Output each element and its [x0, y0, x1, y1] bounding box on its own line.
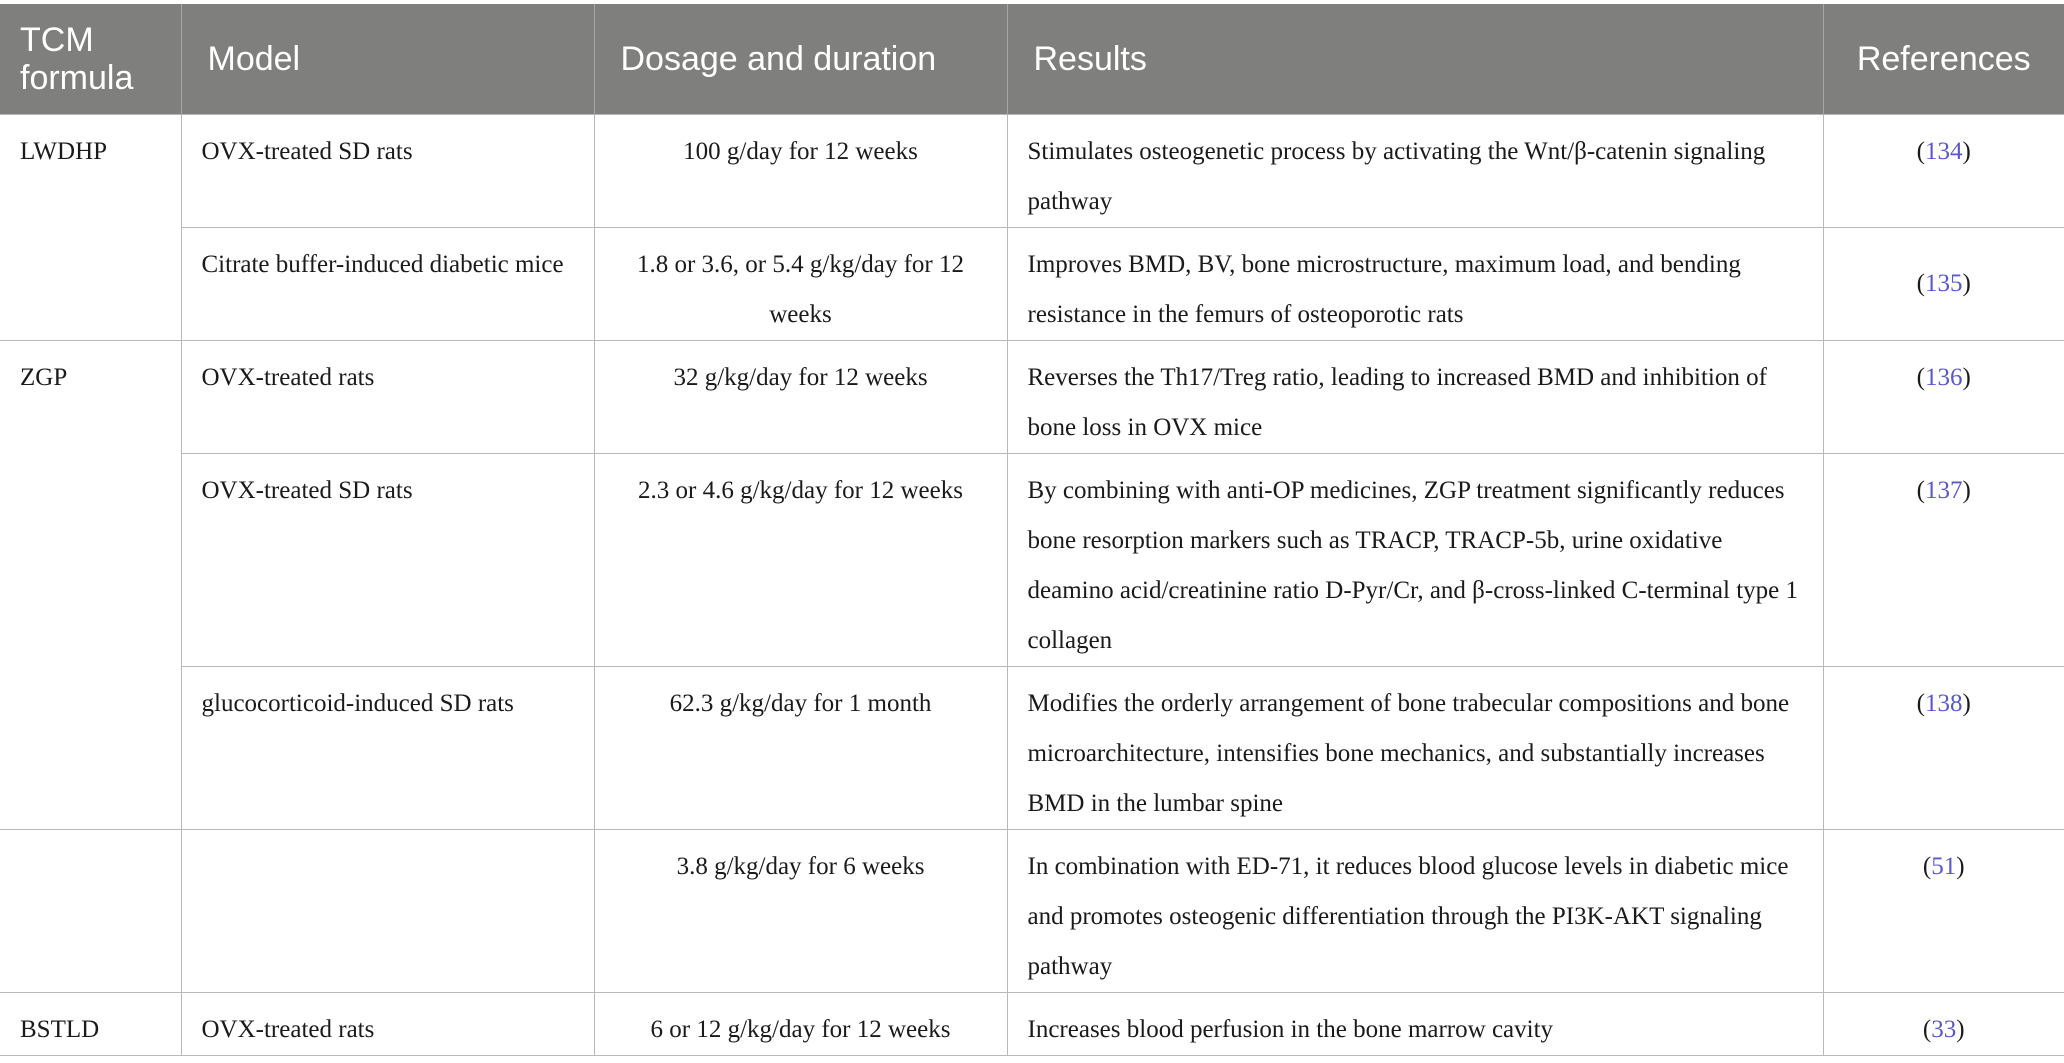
dosage-cell: 1.8 or 3.6, or 5.4 g/kg/day for 12 weeks [594, 227, 1007, 340]
reference-cell: (134) [1823, 114, 2064, 227]
formula-cell-lwdhp: LWDHP [0, 114, 181, 340]
reference-cell: (135) [1823, 227, 2064, 340]
table-row [0, 992, 2064, 1055]
model-cell [181, 829, 594, 992]
table-row [0, 340, 2064, 453]
header-formula: TCM formula [0, 4, 181, 114]
results-cell: By combining with anti-OP medicines, ZGP treatment significantly reduces bone resorption markers such as TRACP, TRACP-5b, urine oxidative deamino acid/creatinine ratio D-Pyr/Cr, and β-cross-linked C-terminal type 1 collagen [1007, 453, 1823, 666]
header-row [0, 4, 2064, 114]
model-cell: OVX-treated SD rats [181, 114, 594, 227]
results-cell: Increases blood perfusion in the bone marrow cavity [1007, 992, 1823, 1055]
dosage-cell: 6 or 12 g/kg/day for 12 weeks [594, 992, 1007, 1055]
tcm-formula-table [0, 4, 2064, 1056]
reference-cell: (136) [1823, 340, 2064, 453]
reference-cell: (33) [1823, 992, 2064, 1055]
header-results: Results [1007, 4, 1823, 114]
model-cell: OVX-treated SD rats [181, 453, 594, 666]
results-cell: Stimulates osteogenetic process by activating the Wnt/β-catenin signaling pathway [1007, 114, 1823, 227]
reference-cell: (138) [1823, 666, 2064, 829]
reference-cell: (51) [1823, 829, 2064, 992]
reference-cell: (137) [1823, 453, 2064, 666]
formula-cell-zgp: ZGP [0, 340, 181, 829]
table-row [0, 227, 2064, 340]
dosage-cell: 32 g/kg/day for 12 weeks [594, 340, 1007, 453]
results-cell: Reverses the Th17/Treg ratio, leading to increased BMD and inhibition of bone loss in OVX mice [1007, 340, 1823, 453]
formula-cell-empty [0, 829, 181, 992]
dosage-cell: 62.3 g/kg/day for 1 month [594, 666, 1007, 829]
reference-link[interactable]: 134 [1925, 137, 1963, 165]
header-dosage: Dosage and duration [594, 4, 1007, 114]
table-row [0, 114, 2064, 227]
reference-link[interactable]: 136 [1925, 363, 1963, 391]
reference-link[interactable]: 33 [1931, 1015, 1957, 1043]
dosage-cell: 2.3 or 4.6 g/kg/day for 12 weeks [594, 453, 1007, 666]
header-references: References [1823, 4, 2064, 114]
results-cell: Modifies the orderly arrangement of bone trabecular compositions and bone microarchitecture, intensifies bone mechanics, and substantially increases BMD in the lumbar spine [1007, 666, 1823, 829]
reference-link[interactable]: 138 [1925, 689, 1963, 717]
model-cell: glucocorticoid-induced SD rats [181, 666, 594, 829]
results-cell: Improves BMD, BV, bone microstructure, maximum load, and bending resistance in the femurs of osteoporotic rats [1007, 227, 1823, 340]
reference-link[interactable]: 137 [1925, 476, 1963, 504]
formula-cell-bstld: BSTLD [0, 992, 181, 1055]
table-row [0, 829, 2064, 992]
dosage-cell: 100 g/day for 12 weeks [594, 114, 1007, 227]
results-cell: In combination with ED-71, it reduces blood glucose levels in diabetic mice and promotes osteogenic differentiation through the PI3K-AKT signaling pathway [1007, 829, 1823, 992]
table-row [0, 666, 2064, 829]
model-cell: OVX-treated rats [181, 992, 594, 1055]
table-row [0, 453, 2064, 666]
dosage-cell: 3.8 g/kg/day for 6 weeks [594, 829, 1007, 992]
model-cell: OVX-treated rats [181, 340, 594, 453]
reference-link[interactable]: 135 [1925, 269, 1963, 297]
model-cell: Citrate buffer-induced diabetic mice [181, 227, 594, 340]
header-model: Model [181, 4, 594, 114]
reference-link[interactable]: 51 [1931, 852, 1957, 880]
